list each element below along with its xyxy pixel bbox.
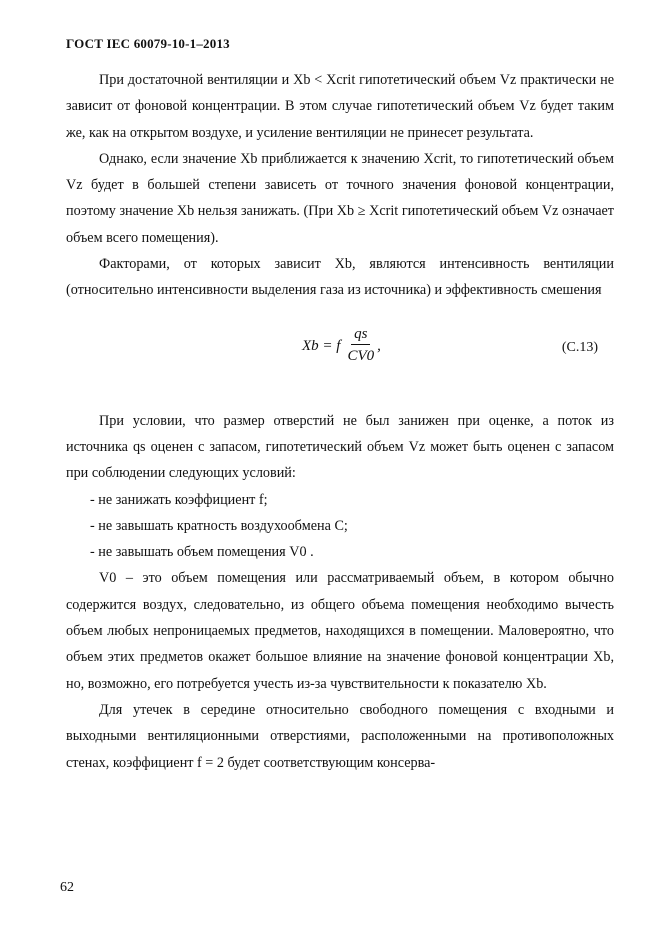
paragraph-1: При достаточной вентиляции и Xb < Xcrit гипотетический объем Vz практически не зависит от фоновой концентрации. В этом случае гипотетический объем Vz будет таким же, как на открытом воздухе, и усиление вентиляции не принесет результата. — [66, 72, 614, 141]
formula-fraction — [344, 324, 377, 367]
paragraph-4: При условии, что размер отверстий не был занижен при оценке, а поток из источника qs оценен с запасом, гипотетический объем Vz может быть оценен с запасом при соблюдении следующих условий: — [66, 412, 614, 482]
formula-expression — [302, 316, 381, 376]
equation-number: (С.13) — [561, 339, 598, 355]
formula-lhs: Xb = f — [302, 337, 341, 354]
formula-c13 — [66, 316, 614, 382]
formula-comma: , — [377, 337, 381, 354]
formula-denominator: CV0 — [347, 348, 375, 365]
paragraph-5: V0 – это объем помещения или рассматриваемый объем, в котором обычно содержится воздух, следовательно, из общего объема помещения необходимо вычесть объем любых непроницаемых предметов, находящихся в помещении. Маловероятно, что объем этих предметов окажет большое влияние на значение фоновой концентрации Xb, но, возможно, его потребуется учесть из-за чувствительности к показателю Xb. — [66, 570, 614, 692]
page-body — [66, 67, 614, 776]
page-number: 62 — [60, 880, 74, 895]
list-item: - не завышать объем помещения V0 . — [90, 544, 314, 561]
paragraph-6: Для утечек в середине относительно свободного помещения с входными и выходными вентиляционными отверстиями, расположенными на противоположных стенах, коэффициент f = 2 будет соответствующим консерва- — [66, 701, 614, 771]
paragraph-2: Однако, если значение Xb приближается к значению Xcrit, то гипотетический объем Vz будет в большей степени зависеть от точного значения фоновой концентрации, поэтому значение Xb нельзя занижать. (При Xb ≥ Xcrit гипотетический объем Vz означает объем всего помещения). — [66, 150, 614, 246]
formula-numerator: qs — [351, 324, 370, 345]
list-item: - не завышать кратность воздухообмена C; — [90, 517, 348, 534]
document-header: ГОСТ IEC 60079-10-1–2013 — [66, 36, 230, 51]
list-item: - не занижать коэффициент f; — [90, 491, 268, 508]
paragraph-3: Факторами, от которых зависит Xb, являются интенсивность вентиляции (относительно интенсивности выделения газа из источника) и эффективность смешения — [66, 256, 614, 299]
